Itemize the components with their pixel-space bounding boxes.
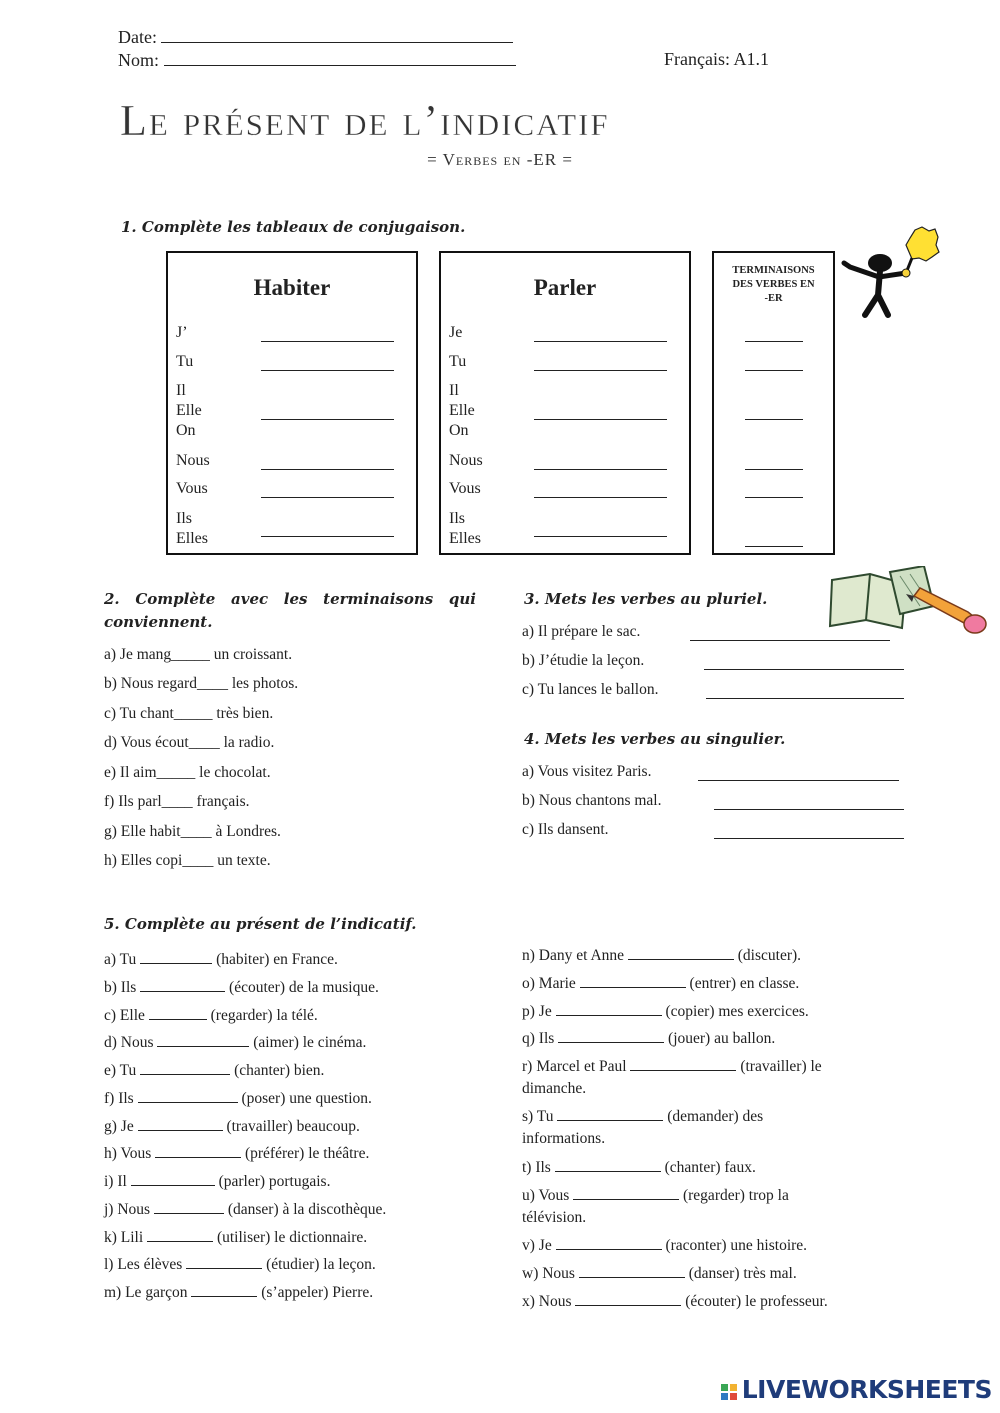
ex2-item: b) Nous regard____ les photos. xyxy=(104,675,299,692)
ex5-item: t) Ils (chanter) faux. xyxy=(522,1155,892,1179)
endings-header: TERMINAISONS DES VERBES EN -ER xyxy=(732,265,815,304)
date-label: Date: xyxy=(118,27,157,47)
ending-blank[interactable] xyxy=(745,468,803,470)
level-label: Français: A1.1 xyxy=(664,49,769,69)
answer-blank[interactable] xyxy=(534,496,667,498)
logo-mark-icon xyxy=(720,1383,742,1405)
ex5-item: d) Nous (aimer) le cinéma. xyxy=(104,1030,366,1052)
ending-blank[interactable] xyxy=(745,340,803,342)
answer-blank[interactable] xyxy=(579,1261,685,1278)
conjugation-table-parler xyxy=(439,251,691,555)
ex2-item: f) Ils parl____ français. xyxy=(104,793,250,810)
answer-blank[interactable] xyxy=(575,1289,681,1306)
ex4-item: b) Nous chantons mal. xyxy=(522,792,662,809)
ex2-item: h) Elles copi____ un texte. xyxy=(104,852,271,869)
answer-blank[interactable] xyxy=(534,418,667,420)
pronoun: J’ xyxy=(176,324,188,341)
date-field[interactable] xyxy=(161,26,513,43)
answer-blank[interactable] xyxy=(261,340,394,342)
ending-blank[interactable] xyxy=(745,418,803,420)
ending-blank[interactable]: ____ xyxy=(161,793,193,810)
pronoun: Nous xyxy=(449,452,483,469)
ex4-instruction: 4. Mets les verbes au singulier. xyxy=(524,730,786,748)
pronoun: Elles xyxy=(449,530,481,547)
ending-blank[interactable]: _____ xyxy=(173,705,213,722)
pronoun: Tu xyxy=(176,353,194,370)
name-line xyxy=(118,49,516,71)
answer-blank[interactable] xyxy=(261,496,394,498)
ex5-item: j) Nous (danser) à la discothèque. xyxy=(104,1197,386,1219)
ex5-item: l) Les élèves (étudier) la leçon. xyxy=(104,1252,376,1274)
answer-blank[interactable] xyxy=(149,1003,207,1020)
ex5-item: r) Marcel et Paul (travailler) le dimanche. xyxy=(522,1054,892,1100)
ex3-instruction: 3. Mets les verbes au pluriel. xyxy=(524,590,768,608)
page-title: Le présent de l’indicatif xyxy=(120,96,610,145)
ex5-item: g) Je (travailler) beaucoup. xyxy=(104,1114,360,1136)
answer-blank[interactable] xyxy=(706,697,904,699)
ex5-item: e) Tu (chanter) bien. xyxy=(104,1058,324,1080)
ex5-item: w) Nous (danser) très mal. xyxy=(522,1261,892,1285)
answer-blank[interactable] xyxy=(186,1252,262,1269)
answer-blank[interactable] xyxy=(261,418,394,420)
ending-blank[interactable]: _____ xyxy=(171,646,210,663)
book-pencil-icon xyxy=(828,566,990,646)
name-field[interactable] xyxy=(164,49,516,66)
answer-blank[interactable] xyxy=(534,340,667,342)
answer-blank[interactable] xyxy=(557,1104,663,1121)
ex1-instruction: 1. Complète les tableaux de conjugaison. xyxy=(121,218,466,236)
ex5-item: v) Je (raconter) une histoire. xyxy=(522,1233,892,1257)
answer-blank[interactable] xyxy=(556,999,662,1016)
answer-blank[interactable] xyxy=(191,1280,257,1297)
ex3-item: a) Il prépare le sac. xyxy=(522,623,641,640)
answer-blank[interactable] xyxy=(580,971,686,988)
ex3-item: b) J’étudie la leçon. xyxy=(522,652,645,669)
answer-blank[interactable] xyxy=(698,779,899,781)
ex5-item: c) Elle (regarder) la télé. xyxy=(104,1003,318,1025)
date-line xyxy=(118,26,513,48)
answer-blank[interactable] xyxy=(534,535,667,537)
pronoun: On xyxy=(176,422,196,439)
ex5-item: x) Nous (écouter) le professeur. xyxy=(522,1289,892,1313)
answer-blank[interactable] xyxy=(131,1169,215,1186)
ending-blank[interactable]: ____ xyxy=(196,675,228,692)
page-subtitle: = Verbes en -ER = xyxy=(427,150,573,169)
answer-blank[interactable] xyxy=(573,1183,679,1200)
answer-blank[interactable] xyxy=(140,1058,230,1075)
name-label: Nom: xyxy=(118,50,160,70)
ex5-item: f) Ils (poser) une question. xyxy=(104,1086,372,1108)
answer-blank[interactable] xyxy=(138,1114,223,1131)
answer-blank[interactable] xyxy=(138,1086,238,1103)
ex5-item: q) Ils (jouer) au ballon. xyxy=(522,1026,892,1050)
stick-figure-icon xyxy=(840,225,940,320)
answer-blank[interactable] xyxy=(714,808,904,810)
answer-blank[interactable] xyxy=(555,1155,661,1172)
pronoun: Il xyxy=(449,382,459,399)
answer-blank[interactable] xyxy=(558,1026,664,1043)
answer-blank[interactable] xyxy=(140,947,212,964)
answer-blank[interactable] xyxy=(630,1054,736,1071)
pronoun: Il xyxy=(176,382,186,399)
ex5-instruction: 5. Complète au présent de l’indicatif. xyxy=(104,915,417,933)
pronoun: Nous xyxy=(176,452,210,469)
answer-blank[interactable] xyxy=(556,1233,662,1250)
ex5-item: k) Lili (utiliser) le dictionnaire. xyxy=(104,1225,367,1247)
ex2-item: c) Tu chant_____ très bien. xyxy=(104,705,274,722)
pronoun: Tu xyxy=(449,353,467,370)
ex5-item: u) Vous (regarder) trop la télévision. xyxy=(522,1183,892,1229)
ex5-item: p) Je (copier) mes exercices. xyxy=(522,999,892,1023)
endings-table xyxy=(712,251,835,555)
ex5-item: o) Marie (entrer) en classe. xyxy=(522,971,892,995)
ex5-item: s) Tu (demander) des informations. xyxy=(522,1104,892,1150)
ending-blank[interactable] xyxy=(745,369,803,371)
answer-blank[interactable] xyxy=(628,943,734,960)
ex4-item: c) Ils dansent. xyxy=(522,821,609,838)
answer-blank[interactable] xyxy=(704,668,904,670)
pronoun: On xyxy=(449,422,469,439)
ex2-instruction: 2. Complète avec les terminaisons qui xyxy=(104,590,476,608)
answer-blank[interactable] xyxy=(261,468,394,470)
pronoun: Vous xyxy=(176,480,208,497)
ex3-item: c) Tu lances le ballon. xyxy=(522,681,659,698)
answer-blank[interactable] xyxy=(534,369,667,371)
answer-blank[interactable] xyxy=(157,1030,249,1047)
ex5-item: b) Ils (écouter) de la musique. xyxy=(104,975,379,997)
ending-blank[interactable]: ____ xyxy=(180,823,212,840)
pronoun: Elles xyxy=(176,530,208,547)
liveworksheets-logo: LIVEWORKSHEETS xyxy=(720,1375,992,1405)
answer-blank[interactable] xyxy=(154,1197,224,1214)
answer-blank[interactable] xyxy=(261,369,394,371)
conjugation-table-habiter xyxy=(166,251,418,555)
ending-blank[interactable] xyxy=(745,496,803,498)
table-verb-title: Parler xyxy=(533,275,597,300)
ex5-item: a) Tu (habiter) en France. xyxy=(104,947,338,969)
answer-blank[interactable] xyxy=(534,468,667,470)
ex5-item: i) Il (parler) portugais. xyxy=(104,1169,330,1191)
ending-blank[interactable]: _____ xyxy=(156,764,196,781)
pronoun: Je xyxy=(449,324,463,341)
ex5-item: h) Vous (préférer) le théâtre. xyxy=(104,1141,369,1163)
pronoun: Elle xyxy=(176,402,202,419)
answer-blank[interactable] xyxy=(155,1141,241,1158)
ex2-instruction-cont: conviennent. xyxy=(104,613,213,631)
answer-blank[interactable] xyxy=(714,837,904,839)
answer-blank[interactable] xyxy=(147,1225,213,1242)
answer-blank[interactable] xyxy=(261,535,394,537)
ex2-item: g) Elle habit____ à Londres. xyxy=(104,823,281,840)
ex2-item: e) Il aim_____ le chocolat. xyxy=(104,764,271,781)
ending-blank[interactable] xyxy=(745,545,803,547)
answer-blank[interactable] xyxy=(140,975,225,992)
ex2-item: a) Je mang_____ un croissant. xyxy=(104,646,293,663)
ex2-item: d) Vous écout____ la radio. xyxy=(104,734,275,751)
pronoun: Elle xyxy=(449,402,475,419)
pronoun: Ils xyxy=(176,510,192,527)
pronoun: Ils xyxy=(449,510,465,527)
ex4-item: a) Vous visitez Paris. xyxy=(522,763,652,780)
ex5-item: n) Dany et Anne (discuter). xyxy=(522,943,892,967)
ending-blank[interactable]: ____ xyxy=(182,852,214,869)
ending-blank[interactable]: ____ xyxy=(188,734,220,751)
table-verb-title: Habiter xyxy=(253,275,331,300)
ex5-item: m) Le garçon (s’appeler) Pierre. xyxy=(104,1280,373,1302)
pronoun: Vous xyxy=(449,480,481,497)
